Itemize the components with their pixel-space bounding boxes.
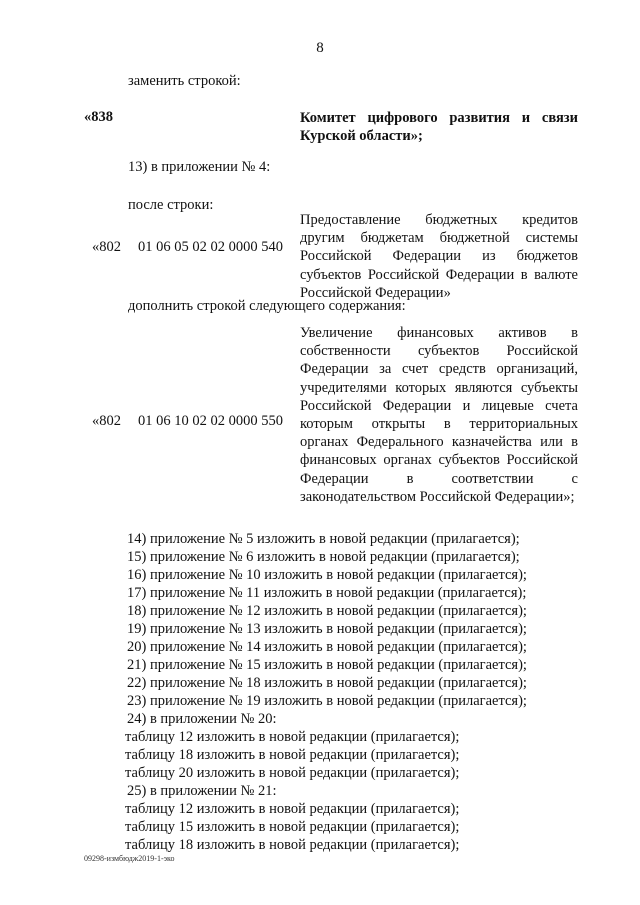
after-line-label: после строки: [128, 197, 214, 213]
list-item: 19) приложение № 13 изложить в новой редакции (прилагается); [127, 621, 527, 637]
page-number: 8 [316, 40, 324, 56]
list-item: таблицу 15 изложить в новой редакции (прилагается); [125, 819, 460, 835]
list-item: 20) приложение № 14 изложить в новой редакции (прилагается); [127, 639, 527, 655]
list-item: таблицу 20 изложить в новой редакции (прилагается); [125, 765, 460, 781]
row1-description: Предоставление бюджетных кредитов другим бюджетам бюджетной системы Российской Федерации из бюджетов субъектов Российской Федерации в валюте Российской Федерации» [300, 212, 578, 301]
block838-title: Комитет цифрового развития и связи Курской области»; [300, 110, 578, 145]
item-13: 13) в приложении № 4: [128, 159, 271, 175]
supplement-label: дополнить строкой следующего содержания: [128, 298, 406, 314]
list-item: 17) приложение № 11 изложить в новой редакции (прилагается); [127, 585, 527, 601]
row1-chapter: «802 [92, 239, 121, 255]
list-item: 22) приложение № 18 изложить в новой редакции (прилагается); [127, 675, 527, 691]
block838-code: «838 [84, 109, 113, 125]
list-item: 21) приложение № 15 изложить в новой редакции (прилагается); [127, 657, 527, 673]
list-item: 23) приложение № 19 изложить в новой редакции (прилагается); [127, 693, 527, 709]
replace-line-label: заменить строкой: [128, 73, 241, 89]
row2-code: 01 06 10 02 02 0000 550 [138, 413, 283, 429]
list-item: 18) приложение № 12 изложить в новой редакции (прилагается); [127, 603, 527, 619]
list-item: 15) приложение № 6 изложить в новой редакции (прилагается); [127, 549, 520, 565]
list-item: 14) приложение № 5 изложить в новой редакции (прилагается); [127, 531, 520, 547]
row1-code: 01 06 05 02 02 0000 540 [138, 239, 283, 255]
list-item: таблицу 18 изложить в новой редакции (прилагается); [125, 837, 460, 853]
list-item: 25) в приложении № 21: [127, 783, 277, 799]
list-item: 24) в приложении № 20: [127, 711, 277, 727]
row2-chapter: «802 [92, 413, 121, 429]
row2-description: Увеличение финансовых активов в собственности субъектов Российской Федерации за счет средств организаций, учредителями которых являются субъекты Российской Федерации и лицевые счета которым открыты в территориальных органах Федерального казначейства или в финансовых органах субъектов Российской Федерации в соответствии с законодательством Российской Федерации»; [300, 325, 578, 505]
list-item: 16) приложение № 10 изложить в новой редакции (прилагается); [127, 567, 527, 583]
footer-file-id: 09298-измбюдж2019-1-эко [84, 854, 175, 863]
list-item: таблицу 12 изложить в новой редакции (прилагается); [125, 729, 460, 745]
list-item: таблицу 12 изложить в новой редакции (прилагается); [125, 801, 460, 817]
list-item: таблицу 18 изложить в новой редакции (прилагается); [125, 747, 460, 763]
